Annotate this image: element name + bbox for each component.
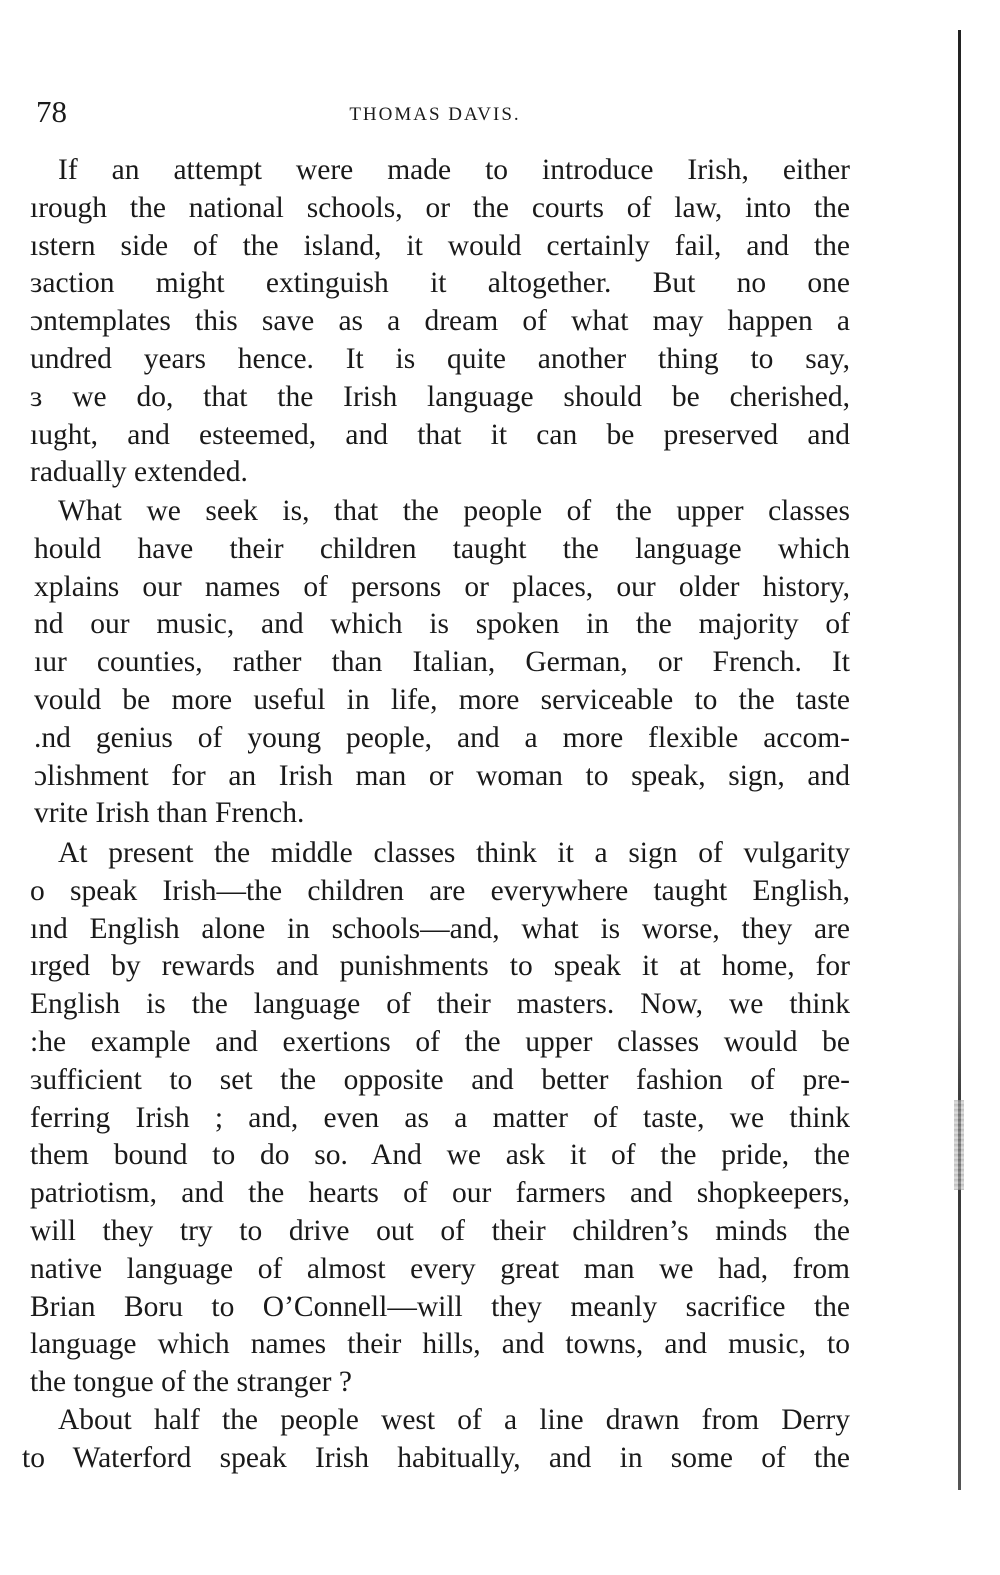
text-line: Brian Boru to O’Connell—will they meanly sacrifice the xyxy=(30,1290,850,1323)
text-line: What we seek is, that the people of the upper classes xyxy=(58,495,850,527)
text-line: ɜ we do, that the Irish language should be cherished, xyxy=(30,380,850,413)
text-line: will they try to drive out of their children’s minds the xyxy=(30,1214,850,1247)
text-line: xplains our names of persons or places, our older history, xyxy=(34,570,850,603)
text-line: ɔntemplates this save as a dream of what may happen a xyxy=(30,305,850,338)
text-line: language which names their hills, and towns, and music, to xyxy=(30,1328,850,1361)
running-title: THOMAS DAVIS. xyxy=(349,104,521,125)
text-line: ıught, and esteemed, and that it can be preserved and xyxy=(30,418,850,451)
text-line: hould have their children taught the language which xyxy=(34,532,850,565)
text-line: ferring Irish ; and, even as a matter of taste, we think xyxy=(30,1101,850,1134)
text-line: At present the middle classes think it a sign of vulgarity xyxy=(58,837,850,869)
text-line: to Waterford speak Irish habitually, and in some of the xyxy=(22,1441,850,1474)
page-number: 78 xyxy=(36,94,67,129)
text-line: ıstern side of the island, it would certainly fail, and the xyxy=(30,229,850,262)
text-line: ɜufficient to set the opposite and better fashion of pre- xyxy=(30,1063,850,1096)
text-line: nd our music, and which is spoken in the majority of xyxy=(34,608,850,641)
text-line: English is the language of their masters. Now, we think xyxy=(30,988,850,1021)
text-line: ɜaction might extinguish it altogether. But no one xyxy=(30,267,850,300)
paragraph-1 xyxy=(30,152,850,492)
text-line: native language of almost every great man we had, from xyxy=(30,1252,850,1285)
text-line: vrite Irish than French. xyxy=(34,797,305,830)
page-edge-shading xyxy=(954,1100,964,1190)
text-line: .nd genius of young people, and a more flexible accom- xyxy=(34,721,850,754)
text-line: ıur counties, rather than Italian, German, or French. It xyxy=(34,646,850,679)
text-line: ɔlishment for an Irish man or woman to speak, sign, and xyxy=(34,759,850,792)
text-line: ırged by rewards and punishments to speak it at home, for xyxy=(30,950,850,983)
paragraph-2 xyxy=(34,493,850,833)
text-line: radually extended. xyxy=(30,456,248,489)
text-line: About half the people west of a line drawn from Derry xyxy=(58,1404,850,1436)
text-line: vould be more useful in life, more serviceable to the taste xyxy=(34,683,850,716)
text-line: :he example and exertions of the upper classes would be xyxy=(30,1025,850,1058)
text-line: the tongue of the stranger ? xyxy=(30,1366,352,1399)
text-line: ırough the national schools, or the courts of law, into the xyxy=(30,191,850,224)
text-line: If an attempt were made to introduce Irish, either xyxy=(58,154,850,186)
text-line: o speak Irish—the children are everywhere taught English, xyxy=(30,874,850,907)
text-line: ınd English alone in schools—and, what is worse, they are xyxy=(30,912,850,945)
paragraph-4 xyxy=(22,1402,850,1478)
text-line: patriotism, and the hearts of our farmers and shopkeepers, xyxy=(30,1177,850,1210)
page-edge-line xyxy=(958,30,961,1490)
paragraph-3 xyxy=(30,835,850,1402)
text-line: them bound to do so. And we ask it of the pride, the xyxy=(30,1139,850,1172)
text-line: undred years hence. It is quite another thing to say, xyxy=(30,342,850,375)
